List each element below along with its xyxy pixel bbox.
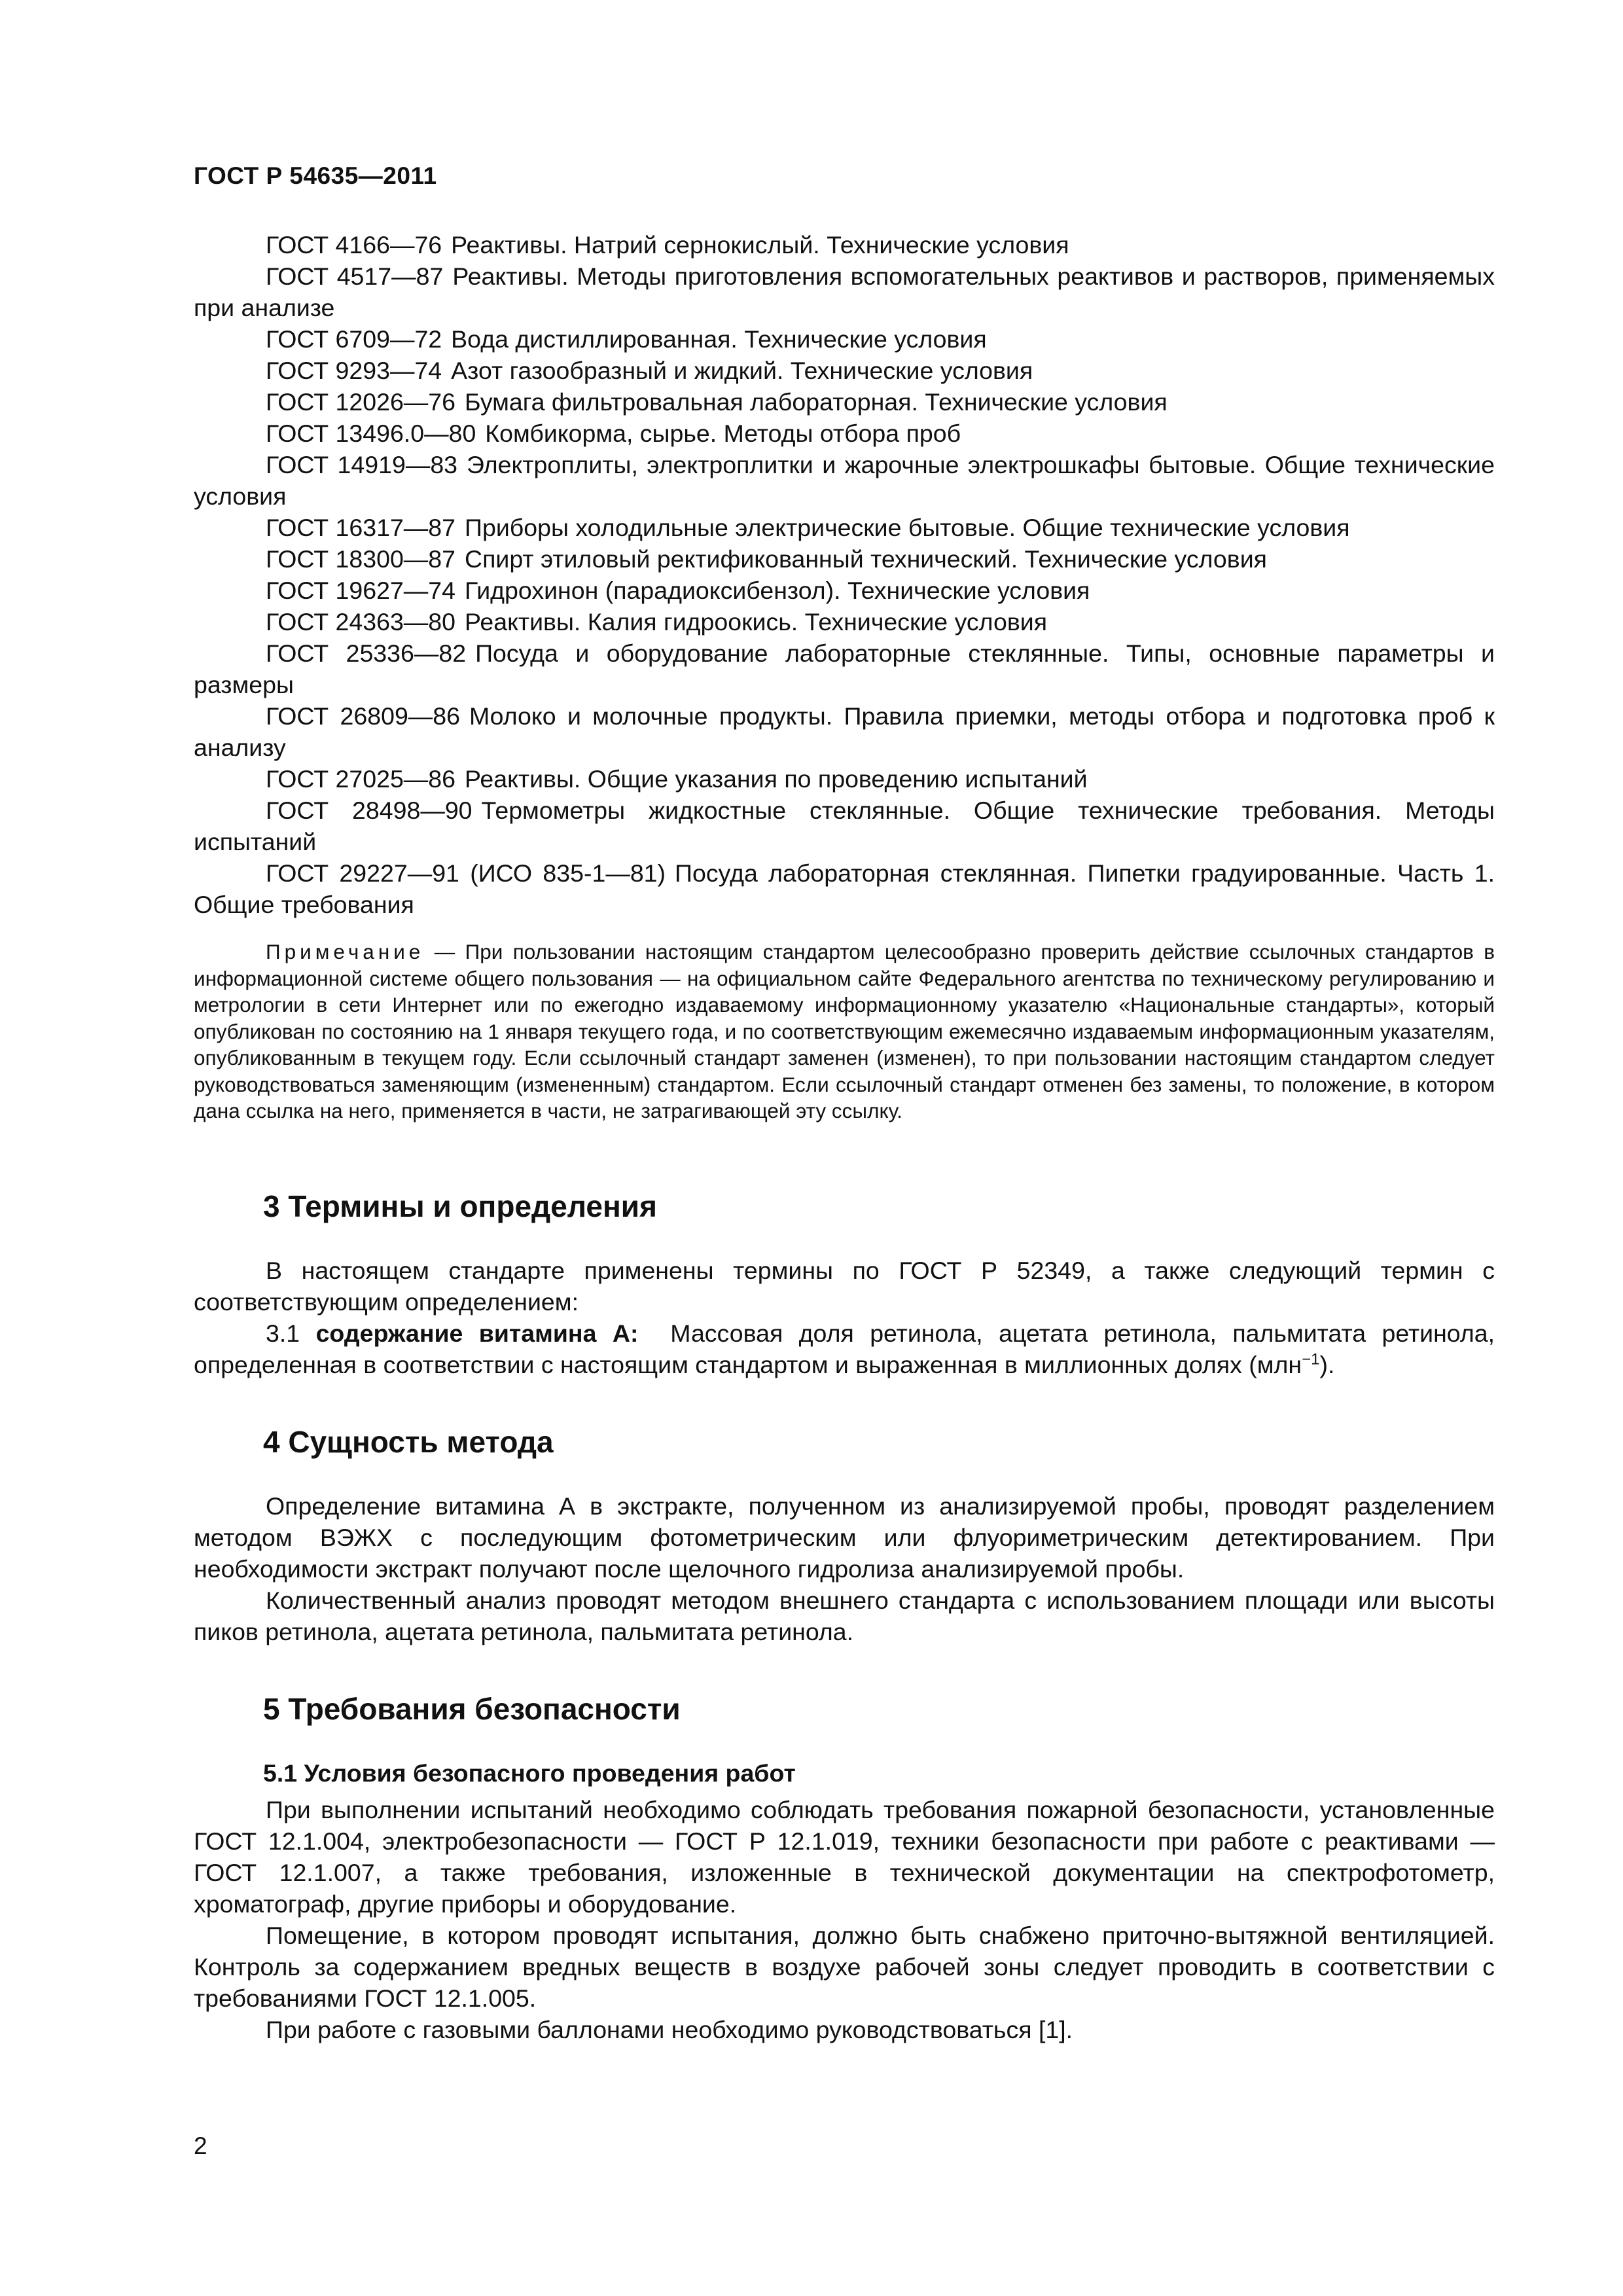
section-3-title: 3 Термины и определения (263, 1189, 657, 1223)
reference-item: ГОСТ 27025—86 Реактивы. Общие указания по проведению испытаний (266, 765, 1088, 793)
section-4-title: 4 Сущность метода (263, 1425, 554, 1459)
section-5-paragraph: Помещение, в котором проводят испытания, должно быть снабжено приточно-вытяжной вентиляцией. Контроль за содержанием вредных веществ в воздухе рабочей зоны следует проводить в соответствии с требованиями ГОСТ 12.1.005. (194, 1922, 1495, 2012)
section-4-paragraph: Определение витамина А в экстракте, полученном из анализируемой пробы, проводят разделением методом ВЭЖХ с последующим фотометрическим или флуориметрическим детектированием. При необходимости экстракт получают после щелочного гидролиза анализируемой пробы. (194, 1492, 1495, 1583)
reference-item: ГОСТ 25336—82 Посуда и оборудование лабораторные стеклянные. Типы, основные параметры и размеры (194, 639, 1495, 698)
document-code-header: ГОСТ Р 54635—2011 (194, 162, 437, 189)
section-5-title: 5 Требования безопасности (263, 1692, 681, 1726)
page-number: 2 (194, 2132, 207, 2159)
section-4-paragraph: Количественный анализ проводят методом внешнего стандарта с использованием площади или высоты пиков ретинола, ацетата ретинола, пальмитата ретинола. (194, 1587, 1495, 1645)
section-5-paragraph: При работе с газовыми баллонами необходимо руководствоваться [1]. (266, 2016, 1073, 2043)
subsection-5-1-title: 5.1 Условия безопасного проведения работ (263, 1759, 796, 1787)
section-3-intro: В настоящем стандарте применены термины по ГОСТ Р 52349, а также следующий термин с соответствующим определением: (194, 1257, 1495, 1316)
reference-item: ГОСТ 14919—83 Электроплиты, электроплитки и жарочные электрошкафы бытовые. Общие технические условия (194, 451, 1495, 510)
reference-note (194, 939, 1495, 1124)
reference-item: ГОСТ 9293—74 Азот газообразный и жидкий. Технические условия (266, 357, 1033, 384)
reference-item: ГОСТ 18300—87 Спирт этиловый ректификованный технический. Технические условия (266, 545, 1267, 573)
references-list (194, 229, 1495, 920)
page-content (194, 229, 1495, 2045)
section-5-paragraph: При выполнении испытаний необходимо соблюдать требования пожарной безопасности, установленные ГОСТ 12.1.004, электробезопасности — ГОСТ Р 12.1.019, техники безопасности при работе с реактивами — ГОСТ 12.1.007, а также требования, изложенные в технической документации на спектрофотометр, хроматограф, другие приборы и оборудование. (194, 1796, 1495, 1918)
reference-item: ГОСТ 13496.0—80 Комбикорма, сырье. Методы отбора проб (266, 420, 961, 447)
term-definition: 3.1 содержание витамина А: Массовая доля ретинола, ацетата ретинола, пальмитата ретинола, определенная в соответствии с настоящим стандартом и выраженная в миллионных долях (млн$^{-1}$). (194, 1319, 1495, 1378)
reference-item: ГОСТ 26809—86 Молоко и молочные продукты. Правила приемки, методы отбора и подготовка проб к анализу (194, 702, 1495, 761)
reference-item: ГОСТ 4517—87 Реактивы. Методы приготовления вспомогательных реактивов и растворов, применяемых при анализе (194, 262, 1495, 321)
reference-item: ГОСТ 24363—80 Реактивы. Калия гидроокись. Технические условия (266, 608, 1047, 636)
reference-item: ГОСТ 12026—76 Бумага фильтровальная лабораторная. Технические условия (266, 388, 1168, 416)
note-text: — При пользовании настоящим стандартом целесообразно проверить действие ссылочных стандартов в информационной системе общего пользования — на официальном сайте Федерального агентства по техническому регулированию и метрологии в сети Интернет или по ежегодно издаваемому информационному указателю «Национальные стандарты», который опубликован по состоянию на 1 января текущего года, и по соответствующим ежемесячно издаваемым информационным указателям, опубликованным в текущем году. Если ссылочный стандарт заменен (изменен), то при пользовании настоящим стандартом следует руководствоваться заменяющим (измененным) стандартом. Если ссылочный стандарт отменен без замены, то положение, в котором дана ссылка на него, применяется в части, не затрагивающей эту ссылку. (194, 940, 1495, 1122)
note-label: Примечание (266, 940, 425, 963)
reference-item: ГОСТ 6709—72 Вода дистиллированная. Технические условия (266, 325, 987, 353)
reference-item: ГОСТ 4166—76 Реактивы. Натрий сернокислый. Технические условия (266, 231, 1069, 259)
reference-item: ГОСТ 29227—91 (ИСО 835-1—81) Посуда лабораторная стеклянная. Пипетки градуированные. Часть 1. Общие требования (194, 859, 1495, 918)
reference-item: ГОСТ 28498—90 Термометры жидкостные стеклянные. Общие технические требования. Методы испытаний (194, 797, 1495, 855)
reference-item: ГОСТ 16317—87 Приборы холодильные электрические бытовые. Общие технические условия (266, 514, 1350, 541)
term-name: содержание витамина А: (315, 1319, 639, 1347)
reference-item: ГОСТ 19627—74 Гидрохинон (парадиоксибензол). Технические условия (266, 577, 1090, 604)
